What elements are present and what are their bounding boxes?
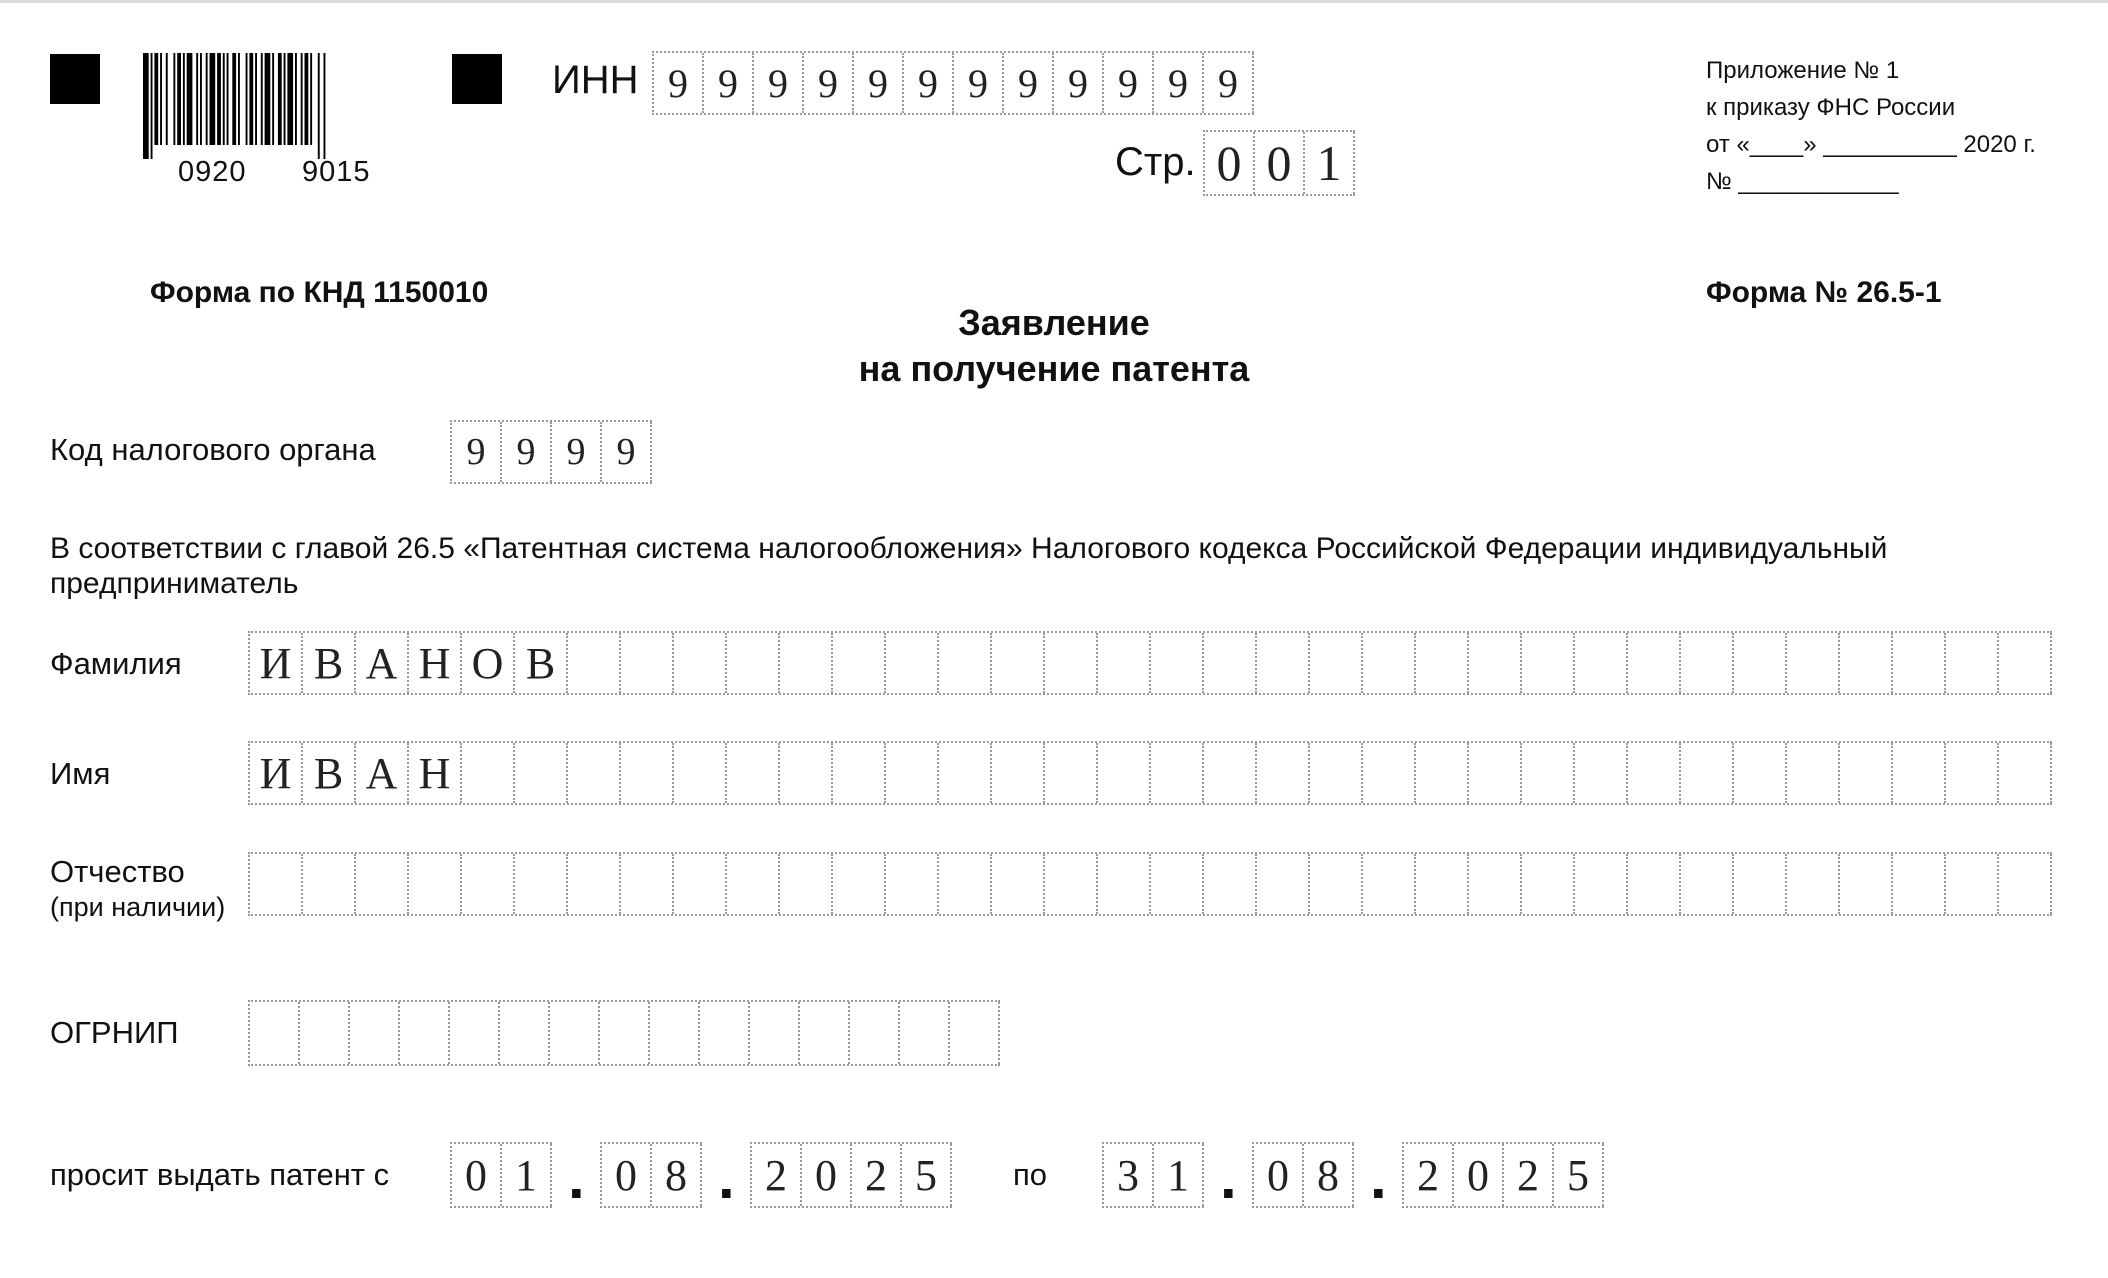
char-cell[interactable]: 8 bbox=[652, 1144, 702, 1206]
char-cell[interactable]: 9 bbox=[1004, 53, 1054, 113]
patronymic-label: Отчество bbox=[50, 854, 185, 889]
char-cell[interactable]: В bbox=[303, 743, 356, 803]
char-cell[interactable]: В bbox=[515, 633, 568, 693]
char-cell[interactable] bbox=[833, 854, 886, 914]
char-cell[interactable]: Н bbox=[409, 633, 462, 693]
char-cell[interactable] bbox=[462, 854, 515, 914]
char-cell[interactable] bbox=[727, 743, 780, 803]
char-cell[interactable]: 3 bbox=[1104, 1144, 1154, 1206]
char-cell[interactable] bbox=[1416, 854, 1469, 914]
char-cell[interactable] bbox=[1204, 743, 1257, 803]
intro-text-line-1: В соответствии с главой 26.5 «Патентная система налогообложения» Налогового кодекса Российской Федерации индивидуальный bbox=[50, 532, 1888, 565]
char-cell[interactable] bbox=[250, 854, 303, 914]
char-cell[interactable] bbox=[1946, 743, 1999, 803]
char-cell[interactable]: 9 bbox=[954, 53, 1004, 113]
appendix-note bbox=[1706, 52, 2036, 200]
char-cell[interactable] bbox=[1734, 633, 1787, 693]
char-cell[interactable]: 2 bbox=[1404, 1144, 1454, 1206]
char-cell[interactable] bbox=[700, 1002, 750, 1064]
char-cell[interactable] bbox=[1734, 854, 1787, 914]
char-cell[interactable] bbox=[950, 1002, 1000, 1064]
char-cell[interactable] bbox=[1999, 743, 2052, 803]
char-cell[interactable] bbox=[400, 1002, 450, 1064]
char-cell[interactable] bbox=[1310, 743, 1363, 803]
char-cell[interactable] bbox=[1999, 633, 2052, 693]
char-cell[interactable] bbox=[780, 854, 833, 914]
char-cell[interactable] bbox=[1151, 633, 1204, 693]
char-cell[interactable] bbox=[850, 1002, 900, 1064]
char-cell[interactable] bbox=[1628, 633, 1681, 693]
appendix-line-2: к приказу ФНС России bbox=[1706, 94, 1956, 121]
char-cell[interactable]: 2 bbox=[752, 1144, 802, 1206]
char-cell[interactable]: А bbox=[356, 743, 409, 803]
char-cell[interactable]: В bbox=[303, 633, 356, 693]
to-day-field[interactable] bbox=[1102, 1142, 1204, 1208]
char-cell[interactable] bbox=[1575, 633, 1628, 693]
to-year-field[interactable] bbox=[1402, 1142, 1604, 1208]
alignment-marker-left bbox=[50, 54, 100, 104]
char-cell[interactable] bbox=[250, 1002, 300, 1064]
date-separator: . bbox=[1220, 1144, 1237, 1211]
char-cell[interactable] bbox=[939, 743, 992, 803]
intro-text-line-2: предприниматель bbox=[50, 567, 299, 600]
char-cell[interactable] bbox=[674, 633, 727, 693]
surname-label: Фамилия bbox=[50, 646, 182, 681]
char-cell[interactable] bbox=[1257, 743, 1310, 803]
from-year-field[interactable] bbox=[750, 1142, 952, 1208]
char-cell[interactable] bbox=[450, 1002, 500, 1064]
char-cell[interactable] bbox=[621, 743, 674, 803]
inn-label: ИНН bbox=[552, 58, 639, 102]
char-cell[interactable] bbox=[1787, 633, 1840, 693]
char-cell[interactable] bbox=[500, 1002, 550, 1064]
char-cell[interactable]: 1 bbox=[1154, 1144, 1204, 1206]
char-cell[interactable]: 2 bbox=[1504, 1144, 1554, 1206]
to-month-field[interactable] bbox=[1252, 1142, 1354, 1208]
char-cell[interactable]: 1 bbox=[1305, 132, 1355, 194]
char-cell[interactable] bbox=[1204, 633, 1257, 693]
char-cell[interactable]: 9 bbox=[1054, 53, 1104, 113]
char-cell[interactable]: 9 bbox=[904, 53, 954, 113]
char-cell[interactable]: И bbox=[250, 743, 303, 803]
form-code: Форма по КНД 1150010 bbox=[150, 276, 489, 309]
char-cell[interactable]: 9 bbox=[1204, 53, 1254, 113]
char-cell[interactable] bbox=[1098, 633, 1151, 693]
char-cell[interactable] bbox=[462, 743, 515, 803]
char-cell[interactable] bbox=[1469, 854, 1522, 914]
char-cell[interactable]: 9 bbox=[602, 422, 652, 482]
char-cell[interactable]: 9 bbox=[452, 422, 502, 482]
char-cell[interactable] bbox=[1522, 633, 1575, 693]
char-cell[interactable]: 1 bbox=[502, 1144, 552, 1206]
char-cell[interactable] bbox=[568, 854, 621, 914]
char-cell[interactable]: 9 bbox=[502, 422, 552, 482]
appendix-line-3: от «____» __________ 2020 г. bbox=[1706, 131, 2036, 158]
char-cell[interactable] bbox=[1628, 743, 1681, 803]
page-number-field[interactable] bbox=[1203, 130, 1355, 196]
char-cell[interactable] bbox=[568, 633, 621, 693]
char-cell[interactable] bbox=[1257, 854, 1310, 914]
char-cell[interactable] bbox=[727, 854, 780, 914]
char-cell[interactable] bbox=[886, 633, 939, 693]
char-cell[interactable]: А bbox=[356, 633, 409, 693]
first-name-field[interactable] bbox=[248, 741, 2052, 805]
char-cell[interactable]: И bbox=[250, 633, 303, 693]
char-cell[interactable] bbox=[750, 1002, 800, 1064]
char-cell[interactable] bbox=[1363, 854, 1416, 914]
from-day-field[interactable] bbox=[450, 1142, 552, 1208]
char-cell[interactable] bbox=[780, 633, 833, 693]
char-cell[interactable]: 9 bbox=[854, 53, 904, 113]
char-cell[interactable] bbox=[1045, 633, 1098, 693]
char-cell[interactable] bbox=[886, 854, 939, 914]
char-cell[interactable] bbox=[515, 854, 568, 914]
char-cell[interactable] bbox=[992, 854, 1045, 914]
char-cell[interactable] bbox=[1681, 854, 1734, 914]
barcode-image bbox=[143, 53, 409, 159]
char-cell[interactable] bbox=[1522, 743, 1575, 803]
period-label: просит выдать патент с bbox=[50, 1157, 390, 1192]
char-cell[interactable] bbox=[1098, 854, 1151, 914]
form-number: Форма № 26.5-1 bbox=[1706, 276, 1942, 309]
char-cell[interactable]: 0 bbox=[602, 1144, 652, 1206]
char-cell[interactable] bbox=[350, 1002, 400, 1064]
char-cell[interactable]: 9 bbox=[804, 53, 854, 113]
char-cell[interactable] bbox=[727, 633, 780, 693]
char-cell[interactable] bbox=[992, 743, 1045, 803]
char-cell[interactable] bbox=[1416, 633, 1469, 693]
top-border bbox=[0, 0, 2108, 3]
period-to-label: по bbox=[1013, 1157, 1048, 1192]
char-cell[interactable] bbox=[1363, 743, 1416, 803]
char-cell[interactable] bbox=[1787, 743, 1840, 803]
from-month-field[interactable] bbox=[600, 1142, 702, 1208]
char-cell[interactable]: 8 bbox=[1304, 1144, 1354, 1206]
char-cell[interactable] bbox=[992, 633, 1045, 693]
char-cell[interactable] bbox=[1310, 854, 1363, 914]
char-cell[interactable] bbox=[409, 854, 462, 914]
char-cell[interactable] bbox=[356, 854, 409, 914]
char-cell[interactable]: 9 bbox=[552, 422, 602, 482]
char-cell[interactable] bbox=[621, 854, 674, 914]
char-cell[interactable] bbox=[1469, 743, 1522, 803]
patronymic-sublabel: (при наличии) bbox=[50, 892, 226, 922]
char-cell[interactable] bbox=[939, 633, 992, 693]
inn-field[interactable] bbox=[652, 51, 1254, 115]
char-cell[interactable] bbox=[1946, 854, 1999, 914]
char-cell[interactable] bbox=[900, 1002, 950, 1064]
char-cell[interactable] bbox=[1469, 633, 1522, 693]
document-title bbox=[0, 300, 2108, 392]
tax-authority-code-field[interactable] bbox=[450, 420, 652, 484]
barcode-number-right: 9015 bbox=[302, 156, 371, 188]
char-cell[interactable] bbox=[568, 743, 621, 803]
char-cell[interactable] bbox=[1363, 633, 1416, 693]
char-cell[interactable] bbox=[1893, 633, 1946, 693]
char-cell[interactable] bbox=[600, 1002, 650, 1064]
date-separator: . bbox=[1370, 1144, 1387, 1211]
char-cell[interactable] bbox=[1310, 633, 1363, 693]
alignment-marker-right bbox=[452, 54, 502, 104]
char-cell[interactable]: 2 bbox=[852, 1144, 902, 1206]
appendix-line-1: Приложение № 1 bbox=[1706, 57, 1900, 84]
char-cell[interactable] bbox=[833, 743, 886, 803]
char-cell[interactable] bbox=[300, 1002, 350, 1064]
char-cell[interactable]: 5 bbox=[902, 1144, 952, 1206]
char-cell[interactable] bbox=[1416, 743, 1469, 803]
char-cell[interactable]: 9 bbox=[1104, 53, 1154, 113]
char-cell[interactable] bbox=[1151, 743, 1204, 803]
char-cell[interactable] bbox=[1734, 743, 1787, 803]
char-cell[interactable]: О bbox=[462, 633, 515, 693]
char-cell[interactable]: 0 bbox=[1255, 132, 1305, 194]
char-cell[interactable] bbox=[800, 1002, 850, 1064]
char-cell[interactable]: 0 bbox=[802, 1144, 852, 1206]
char-cell[interactable] bbox=[1628, 854, 1681, 914]
appendix-line-4: № ____________ bbox=[1706, 168, 1899, 195]
title-line-1: Заявление bbox=[958, 302, 1150, 343]
date-separator: . bbox=[568, 1144, 585, 1211]
char-cell[interactable] bbox=[1575, 854, 1628, 914]
char-cell[interactable]: 9 bbox=[704, 53, 754, 113]
char-cell[interactable] bbox=[515, 743, 568, 803]
char-cell[interactable] bbox=[1999, 854, 2052, 914]
char-cell[interactable]: 9 bbox=[654, 53, 704, 113]
char-cell[interactable]: 0 bbox=[1454, 1144, 1504, 1206]
char-cell[interactable] bbox=[1098, 743, 1151, 803]
char-cell[interactable] bbox=[833, 633, 886, 693]
char-cell[interactable] bbox=[303, 854, 356, 914]
char-cell[interactable] bbox=[1893, 743, 1946, 803]
char-cell[interactable] bbox=[1045, 743, 1098, 803]
char-cell[interactable] bbox=[1840, 854, 1893, 914]
page-label: Стр. bbox=[1115, 140, 1196, 184]
char-cell[interactable] bbox=[1787, 854, 1840, 914]
char-cell[interactable] bbox=[1522, 854, 1575, 914]
char-cell[interactable] bbox=[621, 633, 674, 693]
char-cell[interactable]: 0 bbox=[452, 1144, 502, 1206]
char-cell[interactable] bbox=[650, 1002, 700, 1064]
date-separator: . bbox=[718, 1144, 735, 1211]
char-cell[interactable]: Н bbox=[409, 743, 462, 803]
char-cell[interactable] bbox=[1893, 854, 1946, 914]
patronymic-field[interactable] bbox=[248, 852, 2052, 916]
char-cell[interactable] bbox=[886, 743, 939, 803]
char-cell[interactable]: 9 bbox=[1154, 53, 1204, 113]
char-cell[interactable] bbox=[939, 854, 992, 914]
char-cell[interactable] bbox=[780, 743, 833, 803]
char-cell[interactable] bbox=[1045, 854, 1098, 914]
barcode-number-left: 0920 bbox=[178, 156, 247, 188]
char-cell[interactable] bbox=[1681, 743, 1734, 803]
first-name-label: Имя bbox=[50, 756, 111, 791]
ogrnip-field[interactable] bbox=[248, 1000, 1000, 1066]
char-cell[interactable] bbox=[1151, 854, 1204, 914]
char-cell[interactable]: 5 bbox=[1554, 1144, 1604, 1206]
char-cell[interactable] bbox=[550, 1002, 600, 1064]
char-cell[interactable]: 0 bbox=[1254, 1144, 1304, 1206]
char-cell[interactable] bbox=[1257, 633, 1310, 693]
char-cell[interactable] bbox=[1204, 854, 1257, 914]
title-line-2: на получение патента bbox=[858, 348, 1250, 389]
char-cell[interactable] bbox=[674, 743, 727, 803]
surname-field[interactable] bbox=[248, 631, 2052, 695]
char-cell[interactable] bbox=[674, 854, 727, 914]
char-cell[interactable] bbox=[1840, 633, 1893, 693]
tax-authority-label: Код налогового органа bbox=[50, 432, 376, 467]
char-cell[interactable] bbox=[1840, 743, 1893, 803]
char-cell[interactable] bbox=[1681, 633, 1734, 693]
ogrnip-label: ОГРНИП bbox=[50, 1015, 179, 1050]
char-cell[interactable]: 0 bbox=[1205, 132, 1255, 194]
char-cell[interactable]: 9 bbox=[754, 53, 804, 113]
char-cell[interactable] bbox=[1946, 633, 1999, 693]
char-cell[interactable] bbox=[1575, 743, 1628, 803]
